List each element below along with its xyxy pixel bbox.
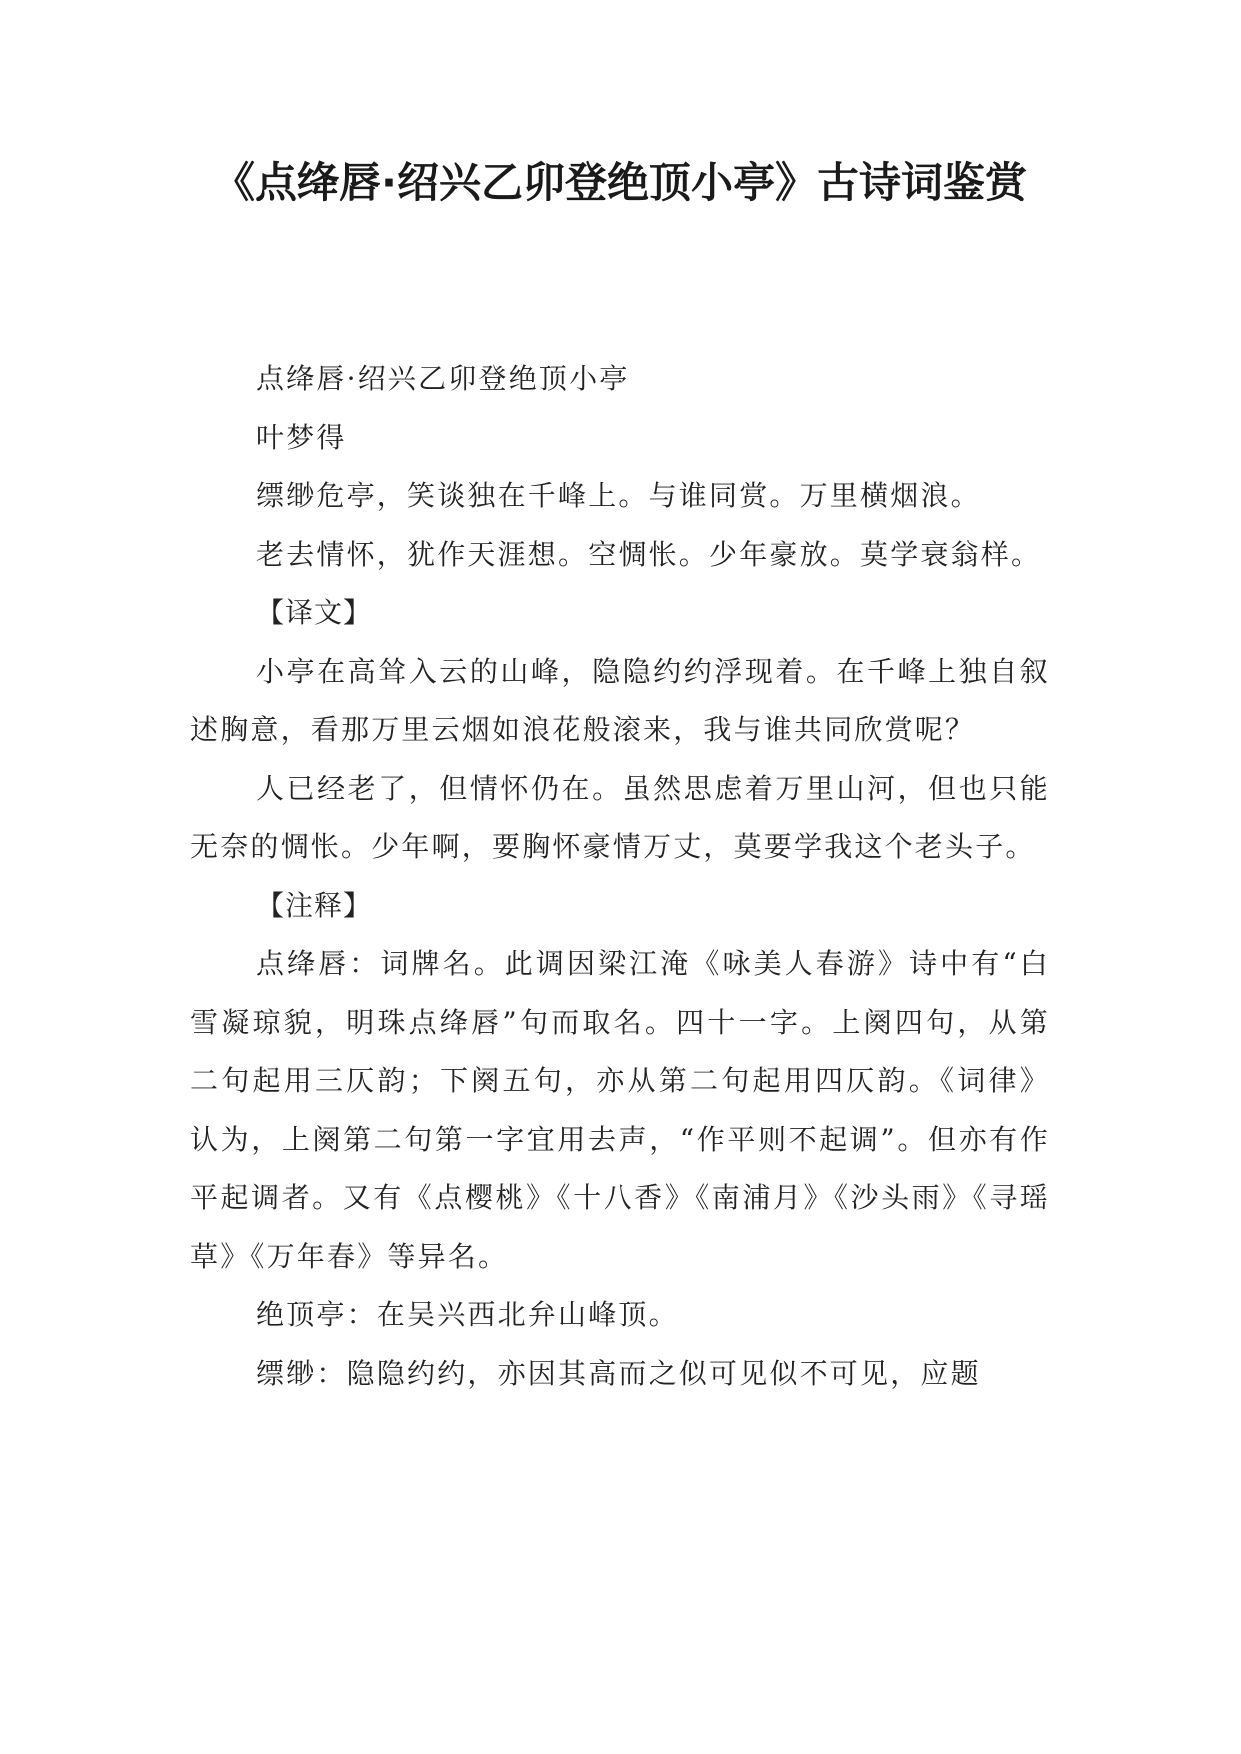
note-dianjiangchun: 点绛唇：词牌名。此调因梁江淹《咏美人春游》诗中有“白雪凝琼貌，明珠点绛唇”句而取名。四十一字。上阕四句，从第二句起用三仄韵；下阕五句，亦从第二句起用四仄韵。《词律》认为，上阕第二句第一字宜用去声，“作平则不起调”。但亦有作平起调者。又有《点樱桃》《十八香》《南浦月》《沙头雨》《寻瑶草》《万年春》等异名。: [190, 947, 1050, 1273]
poem-title: 点绛唇·绍兴乙卯登绝顶小亭: [256, 362, 630, 395]
translation-paragraph-2: 人已经老了，但情怀仍在。虽然思虑着万里山河，但也只能无奈的惆怅。少年啊，要胸怀豪情万丈，莫要学我这个老头子。: [190, 771, 1050, 863]
document-title: 《点绛唇·绍兴乙卯登绝顶小亭》古诗词鉴赏: [213, 158, 1027, 207]
notes-heading: 【注释】: [256, 888, 373, 922]
note-juedingting: 绝顶亭：在吴兴西北弁山峰顶。: [256, 1298, 679, 1331]
document-body: [190, 350, 1050, 1403]
note-piaomiao: 缥缈：隐隐约约，亦因其高而之似可见似不可见，应题: [256, 1356, 981, 1390]
poem-author: 叶梦得: [256, 420, 347, 454]
translation-paragraph-1: 小亭在高耸入云的山峰，隐隐约约浮现着。在千峰上独自叙述胸意，看那万里云烟如浪花般滚来，我与谁共同欣赏呢？: [190, 654, 1050, 746]
translation-heading: 【译文】: [256, 596, 373, 629]
poem-stanza-2: 老去情怀，犹作天涯想。空惆怅。少年豪放。莫学衰翁样。: [256, 537, 1042, 571]
poem-stanza-1: 缥缈危亭，笑谈独在千峰上。与谁同赏。万里横烟浪。: [256, 479, 981, 512]
